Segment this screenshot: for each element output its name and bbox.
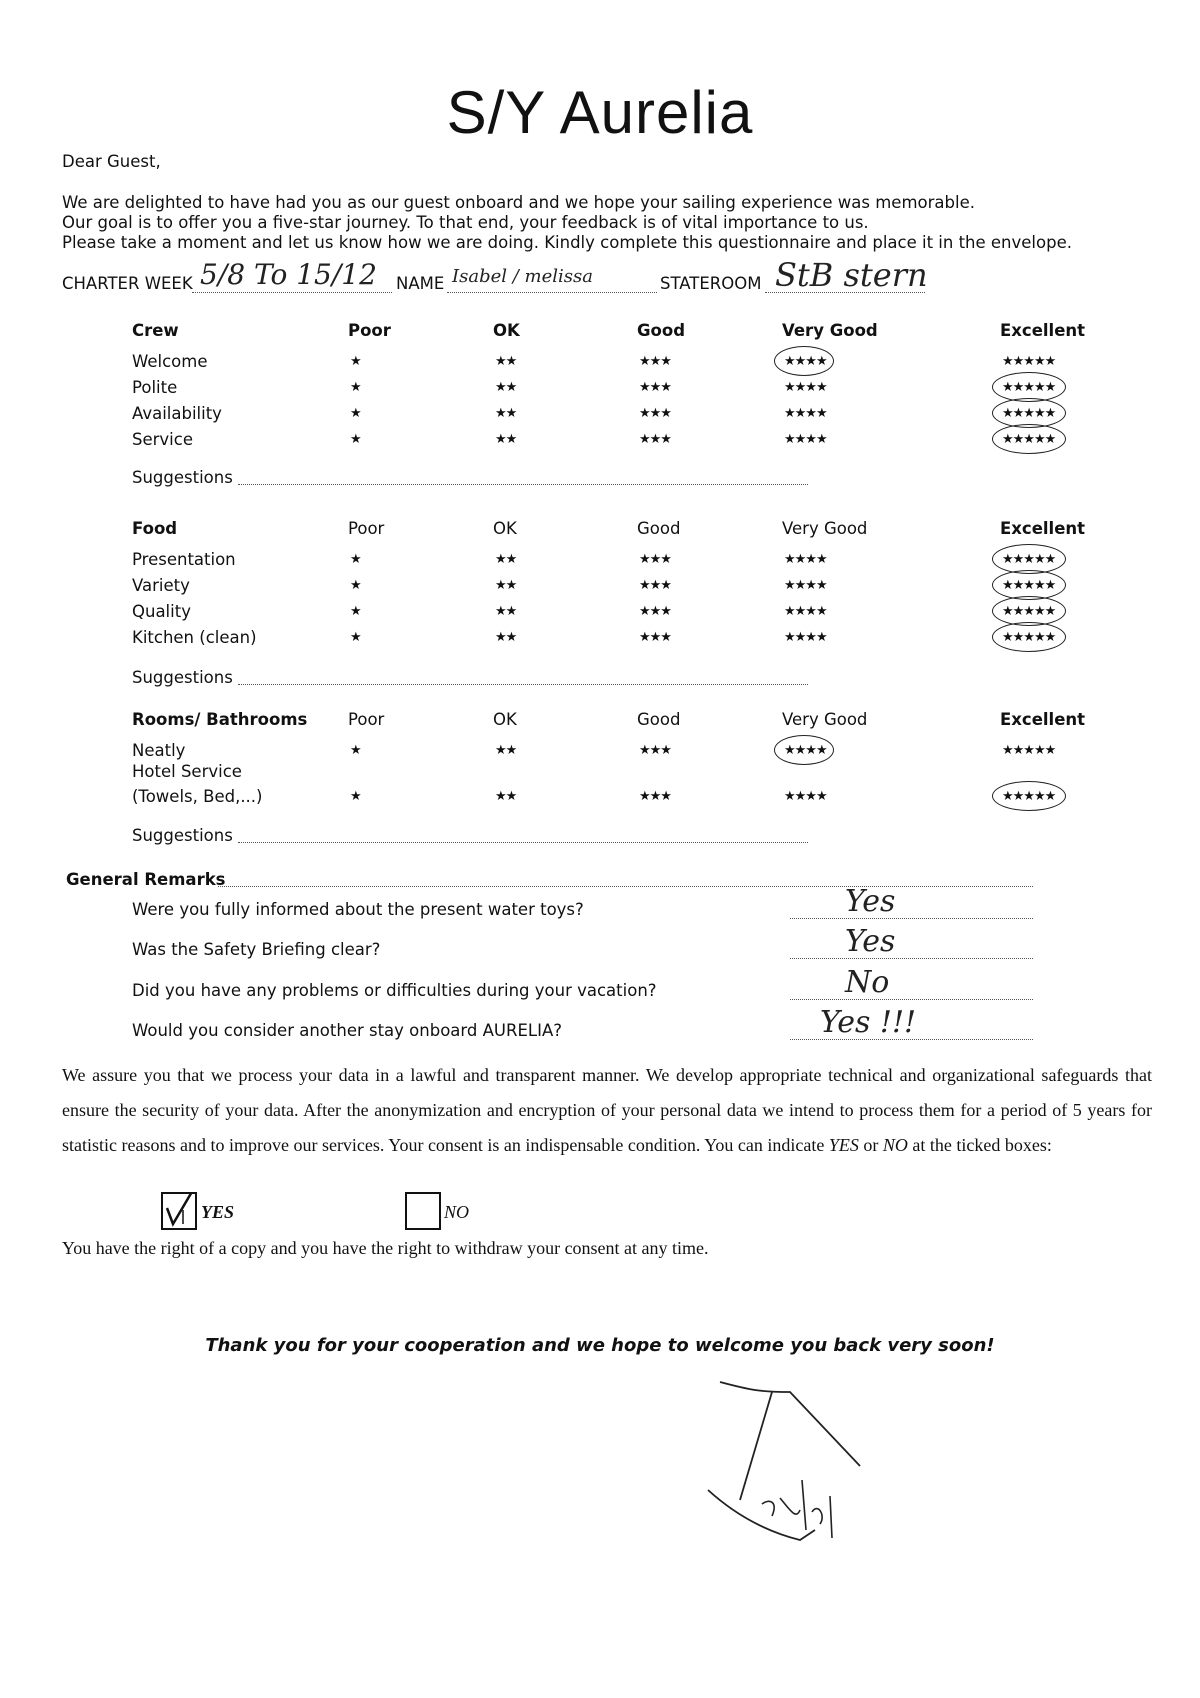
checkmark-icon xyxy=(163,1194,195,1228)
intro-line-1: We are delighted to have had you as our guest onboard and we hope your sailing experience was memorable. xyxy=(62,193,975,212)
rating-option-excellent[interactable]: ★★★★★ xyxy=(1002,743,1056,758)
rating-option-very-good[interactable]: ★★★★ xyxy=(784,406,827,421)
general-answer-line xyxy=(790,918,1033,919)
rating-header-very-good: Very Good xyxy=(782,519,868,538)
rating-option-good[interactable]: ★★★ xyxy=(639,604,671,619)
general-question: Would you consider another stay onboard AURELIA? xyxy=(132,1021,562,1040)
rating-option-ok[interactable]: ★★ xyxy=(495,552,517,567)
rating-header-ok: OK xyxy=(493,321,520,340)
stateroom-field[interactable]: StB stern xyxy=(775,256,928,294)
general-question: Did you have any problems or difficulties during your vacation? xyxy=(132,981,657,1000)
rating-option-good[interactable]: ★★★ xyxy=(639,432,671,447)
rating-option-good[interactable]: ★★★ xyxy=(639,578,671,593)
rating-option-excellent[interactable]: ★★★★★ xyxy=(1002,432,1056,447)
closing-text: Thank you for your cooperation and we hope to welcome you back very soon! xyxy=(205,1335,995,1356)
consent-no-label: NO xyxy=(444,1202,470,1222)
rating-option-very-good[interactable]: ★★★★ xyxy=(784,354,827,369)
rating-option-good[interactable]: ★★★ xyxy=(639,380,671,395)
general-answer-line xyxy=(790,999,1033,1000)
general-answer[interactable]: No xyxy=(845,965,890,1000)
section-title: Rooms/ Bathrooms xyxy=(132,710,308,729)
privacy-yes-word: YES xyxy=(828,1135,859,1155)
rating-item-label: Availability xyxy=(132,404,222,423)
rating-option-poor[interactable]: ★ xyxy=(350,406,361,421)
general-answer[interactable]: Yes xyxy=(845,884,896,919)
section-title: Crew xyxy=(132,321,179,340)
general-answer[interactable]: Yes xyxy=(845,924,896,959)
rating-option-excellent[interactable]: ★★★★★ xyxy=(1002,578,1056,593)
rating-option-very-good[interactable]: ★★★★ xyxy=(784,432,827,447)
consent-yes-label: YES xyxy=(201,1202,235,1222)
rating-option-poor[interactable]: ★ xyxy=(350,380,361,395)
general-question: Was the Safety Briefing clear? xyxy=(132,940,381,959)
rating-option-poor[interactable]: ★ xyxy=(350,552,361,567)
rating-option-good[interactable]: ★★★ xyxy=(639,552,671,567)
rating-header-excellent: Excellent xyxy=(1000,519,1086,538)
rating-option-very-good[interactable]: ★★★★ xyxy=(784,630,827,645)
rating-option-very-good[interactable]: ★★★★ xyxy=(784,578,827,593)
rating-option-excellent[interactable]: ★★★★★ xyxy=(1002,789,1056,804)
privacy-no-word: NO xyxy=(882,1135,908,1155)
intro-line-2: Our goal is to offer you a five-star journey. To that end, your feedback is of vital importance to us. xyxy=(62,213,869,232)
rating-option-very-good[interactable]: ★★★★ xyxy=(784,743,827,758)
rating-option-excellent[interactable]: ★★★★★ xyxy=(1002,354,1056,369)
charter-week-label: CHARTER WEEK xyxy=(62,274,193,293)
rating-option-poor[interactable]: ★ xyxy=(350,743,361,758)
consent-no-checkbox[interactable] xyxy=(405,1192,441,1230)
rating-option-very-good[interactable]: ★★★★ xyxy=(784,552,827,567)
general-answer[interactable]: Yes !!! xyxy=(820,1005,917,1040)
rating-header-good: Good xyxy=(637,519,681,538)
rights-text: You have the right of a copy and you have the right to withdraw your consent at any time. xyxy=(62,1238,709,1258)
rating-option-ok[interactable]: ★★ xyxy=(495,432,517,447)
rating-option-poor[interactable]: ★ xyxy=(350,354,361,369)
rating-option-excellent[interactable]: ★★★★★ xyxy=(1002,406,1056,421)
rating-option-excellent[interactable]: ★★★★★ xyxy=(1002,604,1056,619)
rating-option-good[interactable]: ★★★ xyxy=(639,354,671,369)
name-label: NAME xyxy=(396,274,445,293)
rating-header-excellent: Excellent xyxy=(1000,710,1086,729)
rating-option-excellent[interactable]: ★★★★★ xyxy=(1002,552,1056,567)
rating-option-ok[interactable]: ★★ xyxy=(495,578,517,593)
rating-option-poor[interactable]: ★ xyxy=(350,578,361,593)
rating-option-ok[interactable]: ★★ xyxy=(495,743,517,758)
rating-header-ok: OK xyxy=(493,519,517,538)
rating-item-sublabel: (Towels, Bed,...) xyxy=(132,787,263,806)
privacy-tail: at the ticked boxes: xyxy=(912,1135,1052,1155)
rating-option-poor[interactable]: ★ xyxy=(350,432,361,447)
rating-item-label: Polite xyxy=(132,378,178,397)
section-title: Food xyxy=(132,519,178,538)
rating-item-label: Presentation xyxy=(132,550,236,569)
rating-option-ok[interactable]: ★★ xyxy=(495,789,517,804)
privacy-text: We assure you that we process your data in a lawful and transparent manner. We develop appropriate technical and organizational safeguards that ensure the security of your data. After the anonymization and encryption of your personal data we intend to process them for a period of 5 years for statistic reasons and to improve our services. Your consent is an indispensable condition. You can indicate xyxy=(62,1065,1152,1155)
rating-header-poor: Poor xyxy=(348,321,391,340)
rating-item-label: Quality xyxy=(132,602,191,621)
general-answer-line xyxy=(790,958,1033,959)
rating-item-label: Neatly xyxy=(132,741,186,760)
rating-item-label: Welcome xyxy=(132,352,208,371)
rating-item-label: Hotel Service xyxy=(132,762,242,781)
privacy-or-word: or xyxy=(863,1135,879,1155)
rating-item-label: Service xyxy=(132,430,193,449)
rating-header-good: Good xyxy=(637,321,686,340)
privacy-paragraph xyxy=(62,1058,1152,1163)
rating-header-very-good: Very Good xyxy=(782,710,868,729)
rating-header-ok: OK xyxy=(493,710,517,729)
rating-option-ok[interactable]: ★★ xyxy=(495,604,517,619)
suggestions-label: Suggestions xyxy=(132,668,233,687)
rating-header-poor: Poor xyxy=(348,710,385,729)
rating-option-good[interactable]: ★★★ xyxy=(639,630,671,645)
rating-option-good[interactable]: ★★★ xyxy=(639,406,671,421)
rating-option-ok[interactable]: ★★ xyxy=(495,630,517,645)
rating-header-excellent: Excellent xyxy=(1000,321,1086,340)
rating-header-good: Good xyxy=(637,710,681,729)
rating-option-excellent[interactable]: ★★★★★ xyxy=(1002,630,1056,645)
name-field[interactable]: Isabel / melissa xyxy=(452,266,593,287)
rating-option-poor[interactable]: ★ xyxy=(350,604,361,619)
intro-line-3: Please take a moment and let us know how we are doing. Kindly complete this questionnaire and place it in the envelope. xyxy=(62,233,1072,252)
general-remarks-title: General Remarks xyxy=(66,870,226,889)
suggestions-label: Suggestions xyxy=(132,468,233,487)
greeting: Dear Guest, xyxy=(62,152,161,171)
signature xyxy=(700,1370,880,1560)
rating-option-good[interactable]: ★★★ xyxy=(639,743,671,758)
suggestions-label: Suggestions xyxy=(132,826,233,845)
general-question: Were you fully informed about the present water toys? xyxy=(132,900,584,919)
stateroom-label: STATEROOM xyxy=(660,274,762,293)
rating-option-excellent[interactable]: ★★★★★ xyxy=(1002,380,1056,395)
rating-option-poor[interactable]: ★ xyxy=(350,789,361,804)
rating-item-label: Kitchen (clean) xyxy=(132,628,257,647)
rating-option-ok[interactable]: ★★ xyxy=(495,380,517,395)
rating-option-ok[interactable]: ★★ xyxy=(495,354,517,369)
rating-option-ok[interactable]: ★★ xyxy=(495,406,517,421)
rating-option-very-good[interactable]: ★★★★ xyxy=(784,380,827,395)
rating-option-very-good[interactable]: ★★★★ xyxy=(784,604,827,619)
rating-option-good[interactable]: ★★★ xyxy=(639,789,671,804)
rating-header-poor: Poor xyxy=(348,519,385,538)
page-title: S/Y Aurelia xyxy=(446,79,754,146)
rating-item-label: Variety xyxy=(132,576,190,595)
rating-header-very-good: Very Good xyxy=(782,321,878,340)
consent-yes-checkbox[interactable] xyxy=(161,1192,197,1230)
rating-option-poor[interactable]: ★ xyxy=(350,630,361,645)
charter-week-field[interactable]: 5/8 To 15/12 xyxy=(200,258,377,291)
rating-option-very-good[interactable]: ★★★★ xyxy=(784,789,827,804)
